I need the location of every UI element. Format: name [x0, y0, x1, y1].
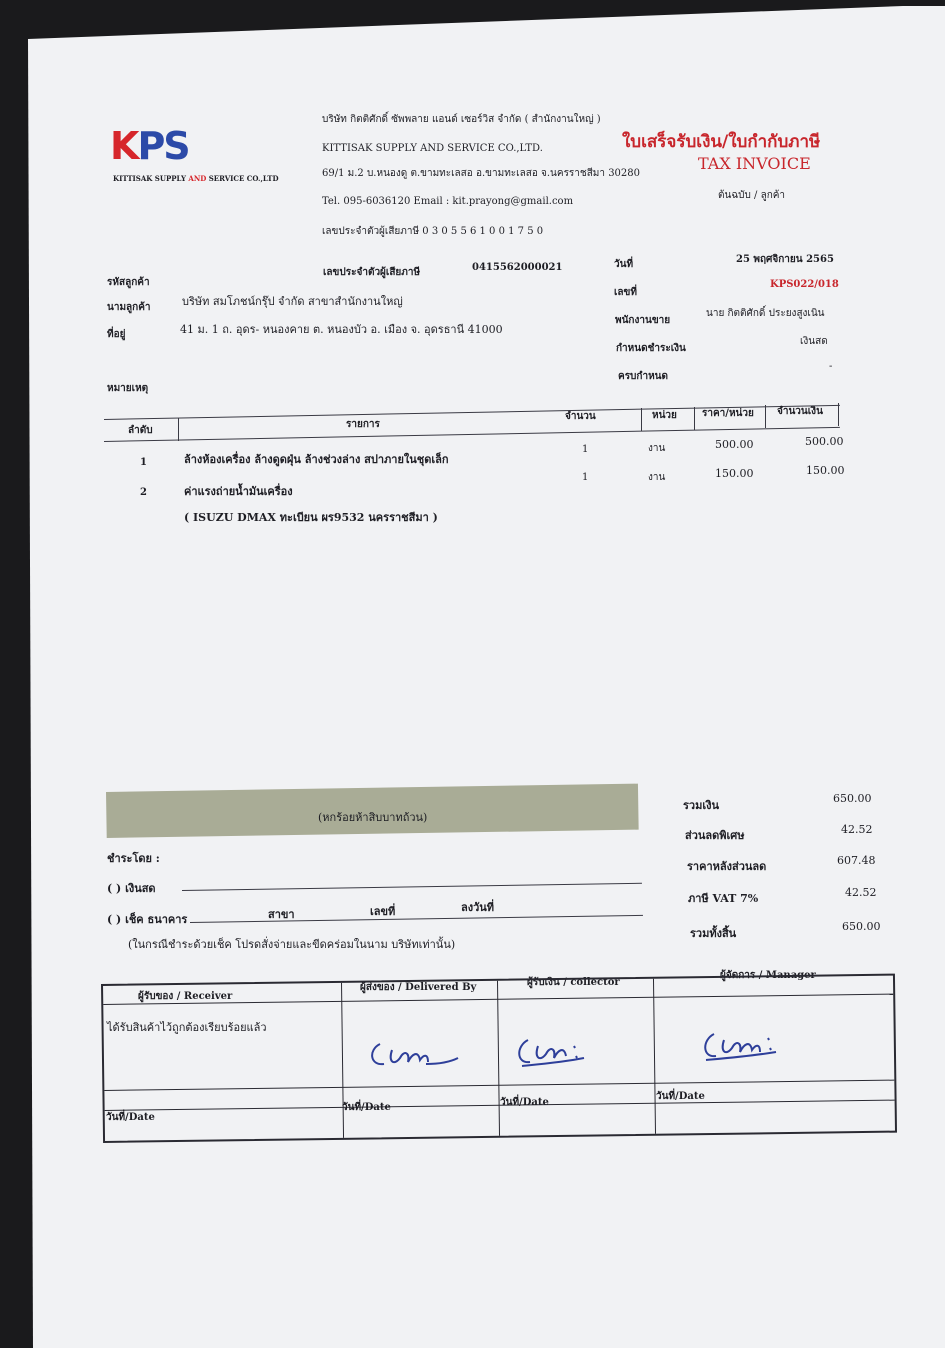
- header-desc: รายการ: [346, 419, 380, 430]
- kps-logo: KPS: [110, 124, 189, 168]
- total-value-2: 42.52: [841, 823, 873, 836]
- row2-desc: ค่าแรงถ่ายน้ำมันเครื่อง: [184, 485, 293, 498]
- receiver-heading: ผู้รับของ / Receiver: [138, 991, 233, 1002]
- header-qty: จำนวน: [565, 411, 596, 422]
- copy-label: ต้นฉบับ / ลูกค้า: [718, 190, 786, 201]
- company-name-th: บริษัท กิตติศักดิ์ ซัพพลาย แอนด์ เซอร์วิส จำกัด ( สำนักงานใหญ่ ): [322, 114, 601, 125]
- customer-code-label: รหัสลูกค้า: [107, 277, 150, 288]
- doc-no-label: เลขที่: [614, 287, 637, 298]
- date-value: 25 พฤศจิกายน 2565: [736, 254, 834, 265]
- invoice-paper: [28, 6, 945, 1348]
- row1-no: 1: [140, 457, 147, 468]
- payment-by-label: ชำระโดย :: [107, 852, 160, 865]
- collector-date: วันที่/Date: [500, 1097, 549, 1108]
- row2-price: 150.00: [715, 467, 754, 480]
- received-text: ได้รับสินค้าไว้ถูกต้องเรียบร้อยแล้ว: [107, 1021, 267, 1034]
- vehicle-info: ( ISUZU DMAX ทะเบียน ผร9532 นครราชสีมา ): [184, 511, 438, 524]
- receiver-date: วันที่/Date: [106, 1112, 155, 1123]
- payment-branch: สาขา: [268, 908, 295, 921]
- sig-divider: [497, 981, 500, 1136]
- due-label: ครบกำหนด: [618, 371, 668, 382]
- payment-cheque: ( ) เช็ค ธนาคาร: [107, 913, 188, 926]
- header-amount: จำนวนเงิน: [777, 406, 823, 417]
- col-divider: [178, 418, 179, 441]
- total-label-1: รวมเงิน: [683, 799, 719, 812]
- doc-title-en: TAX INVOICE: [698, 154, 811, 173]
- total-label-2: ส่วนลดพิเศษ: [685, 829, 745, 842]
- delivered-date: วันที่/Date: [342, 1102, 391, 1113]
- col-divider: [694, 407, 695, 430]
- total-value-4: 42.52: [845, 886, 877, 899]
- payterm-value: เงินสด: [800, 336, 828, 347]
- col-divider: [838, 403, 839, 426]
- sig-divider: [653, 979, 656, 1134]
- manager-date: วันที่/Date: [656, 1091, 705, 1102]
- total-value-1: 650.00: [833, 792, 872, 805]
- payment-note: (ในกรณีชำระด้วยเช็ค โปรดสั่งจ่ายและขีดคร่อมในนาม บริษัทเท่านั้น): [128, 938, 456, 951]
- row1-amount: 500.00: [805, 435, 844, 448]
- total-value-5: 650.00: [842, 920, 881, 933]
- total-label-5: รวมทั้งสิ้น: [690, 927, 737, 940]
- total-label-3: ราคาหลังส่วนลด: [687, 860, 767, 873]
- total-label-4: ภาษี VAT 7%: [688, 892, 759, 905]
- row2-qty: 1: [582, 472, 589, 483]
- company-tax-id: เลขประจำตัวผู้เสียภาษี 0 3 0 5 5 6 1 0 0 1 7 5 0: [322, 226, 544, 237]
- header-price: ราคา/หน่วย: [702, 408, 754, 419]
- header-no: ลำดับ: [128, 425, 153, 436]
- company-name-en: KITTISAK SUPPLY AND SERVICE CO.,LTD.: [322, 143, 543, 154]
- row1-desc: ล้างห้องเครื่อง ล้างดูดฝุ่น ล้างช่วงล่าง สปาภายในชุดเล็ก: [184, 453, 449, 466]
- row2-no: 2: [140, 487, 147, 498]
- payment-date: ลงวันที่: [461, 901, 495, 914]
- amount-words: (หกร้อยห้าสิบบาทถ้วน): [318, 811, 428, 824]
- customer-taxid-label: เลขประจำตัวผู้เสียภาษี: [323, 267, 421, 278]
- col-divider: [641, 408, 642, 431]
- row2-unit: งาน: [648, 472, 666, 483]
- customer-name-label: นามลูกค้า: [107, 302, 151, 313]
- payterm-label: กำหนดชำระเงิน: [616, 343, 686, 354]
- payment-no: เลขที่: [370, 905, 396, 918]
- manager-heading: ผู้จัดการ / Manager: [720, 970, 816, 981]
- sales-value: นาย กิตติศักดิ์ ประยงสูงเนิน: [706, 308, 825, 319]
- collector-signature: [512, 1030, 592, 1070]
- payment-cash: ( ) เงินสด: [107, 882, 156, 895]
- delivered-heading: ผู้ส่งของ / Delivered By: [360, 982, 477, 993]
- row1-qty: 1: [582, 444, 589, 455]
- delivered-signature: [366, 1036, 462, 1072]
- collector-heading: ผู้รับเงิน / collector: [527, 977, 620, 988]
- doc-title-th: ใบเสร็จรับเงิน/ใบกำกับภาษี: [622, 132, 821, 152]
- customer-name: บริษัท สมโภชน์กรุ๊ป จำกัด สาขาสำนักงานใหญ่: [182, 295, 403, 308]
- customer-taxid: 0415562000021: [472, 262, 563, 273]
- doc-no-value: KPS022/018: [770, 279, 839, 290]
- row1-price: 500.00: [715, 438, 754, 451]
- row2-amount: 150.00: [806, 464, 845, 477]
- company-address: 69/1 ม.2 บ.หนองดู ต.ขามทะเลสอ อ.ขามทะเลสอ จ.นครราชสีมา 30280: [322, 168, 641, 179]
- col-divider: [765, 405, 766, 428]
- sales-label: พนักงานขาย: [615, 315, 671, 326]
- company-contact: Tel. 095-6036120 Email : kit.prayong@gmail.com: [322, 196, 574, 207]
- date-label: วันที่: [614, 259, 634, 270]
- due-value: -: [829, 361, 833, 372]
- customer-address-label: ที่อยู่: [107, 329, 126, 340]
- header-unit: หน่วย: [652, 410, 677, 421]
- note-label: หมายเหตุ: [107, 383, 149, 394]
- logo-subtitle: KITTISAK SUPPLY AND SERVICE CO.,LTD: [113, 174, 279, 183]
- row1-unit: งาน: [648, 443, 666, 454]
- manager-signature: [698, 1026, 782, 1066]
- customer-address: 41 ม. 1 ถ. อุดร- หนองคาย ต. หนองบัว อ. เมือง จ. อุดรธานี 41000: [180, 323, 503, 336]
- total-value-3: 607.48: [837, 854, 876, 867]
